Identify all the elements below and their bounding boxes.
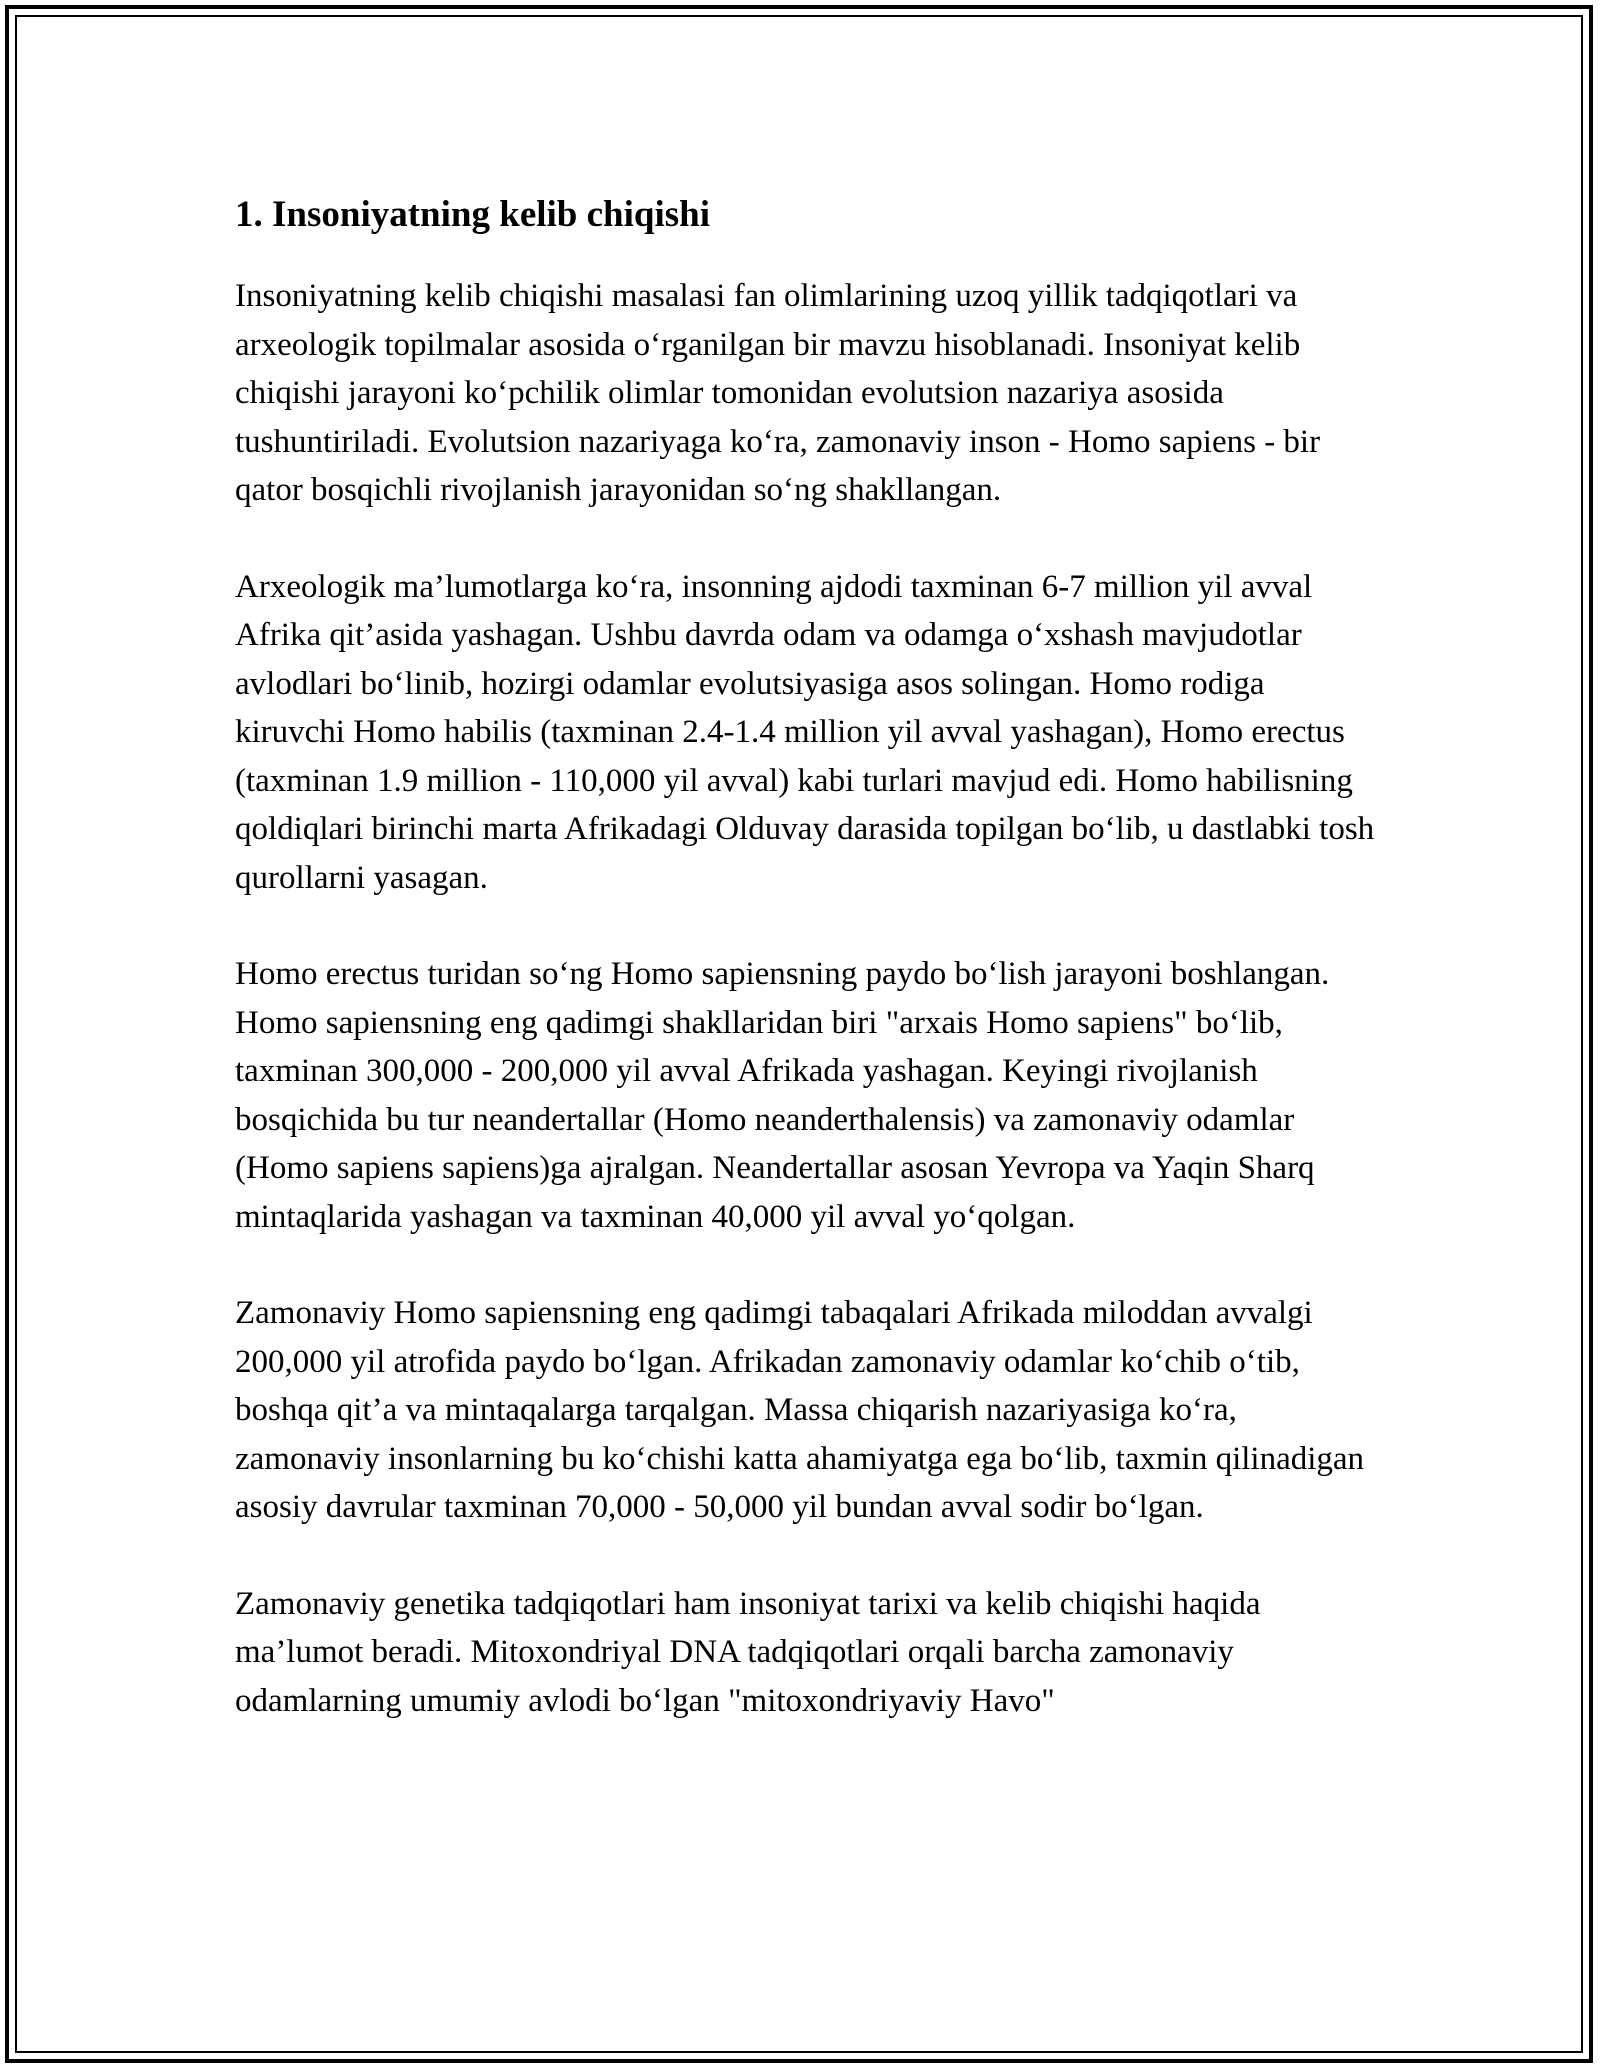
- paragraph-4: Zamonaviy Homo sapiensning eng qadimgi tabaqalari Afrikada miloddan avvalgi 200,000 yil atrofida paydo bo‘lgan. Afrikadan zamonaviy odamlar ko‘chib o‘tib, boshqa qit’a va mintaqalarga tarqalgan. Massa chiqarish nazariyasiga ko‘ra, zamonaviy insonlarning bu ko‘chishi katta ahamiyatga ega bo‘lib, taxmin qilinadigan asosiy davrular taxminan 70,000 - 50,000 yil bundan avval sodir bo‘lgan.: [235, 1295, 1365, 1525]
- paragraph-3: Homo erectus turidan so‘ng Homo sapiensning paydo bo‘lish jarayoni boshlangan. Homo sapiensning eng qadimgi shakllaridan biri "arxais Homo sapiens" bo‘lib, taxminan 300,000 - 200,000 yil avval Afrikada yashagan. Keyingi rivojlanish bosqichida bu tur neandertallar (Homo neanderthalensis) va zamonaviy odamlar (Homo sapiens sapiens)ga ajralgan. Neandertallar asosan Yevropa va Yaqin Sharq mintaqlarida yashagan va taxminan 40,000 yil avval yo‘qolgan.: [235, 956, 1330, 1235]
- section-heading: 1. Insoniyatning kelib chiqishi: [235, 194, 711, 235]
- paragraph-1: Insoniyatning kelib chiqishi masalasi fan olimlarining uzoq yillik tadqiqotlari va arxeologik topilmalar asosida o‘rganilgan bir mavzu hisoblanadi. Insoniyat kelib chiqishi jarayoni ko‘pchilik olimlar tomonidan evolutsion nazariya asosida tushuntiriladi. Evolutsion nazariyaga ko‘ra, zamonaviy inson - Homo sapiens - bir qator bosqichli rivojlanish jarayonidan so‘ng shakllangan.: [235, 278, 1321, 508]
- document-body: [235, 186, 1375, 1773]
- paragraph-2: Arxeologik ma’lumotlarga ko‘ra, insonning ajdodi taxminan 6-7 million yil avval Afrika qit’asida yashagan. Ushbu davrda odam va odamga o‘xshash mavjudotlar avlodlari bo‘linib, hozirgi odamlar evolutsiyasiga asos solingan. Homo rodiga kiruvchi Homo habilis (taxminan 2.4-1.4 million yil avval yashagan), Homo erectus (taxminan 1.9 million - 110,000 yil avval) kabi turlari mavjud edi. Homo habilisning qoldiqlari birinchi marta Afrikadagi Olduvay darasida topilgan bo‘lib, u dastlabki tosh qurollarni yasagan.: [235, 568, 1375, 896]
- paragraph-5: Zamonaviy genetika tadqiqotlari ham insoniyat tarixi va kelib chiqishi haqida ma’lumot beradi. Mitoxondriyal DNA tadqiqotlari orqali barcha zamonaviy odamlarning umumiy avlodi bo‘lgan "mitoxondriyaviy Havo": [235, 1585, 1261, 1719]
